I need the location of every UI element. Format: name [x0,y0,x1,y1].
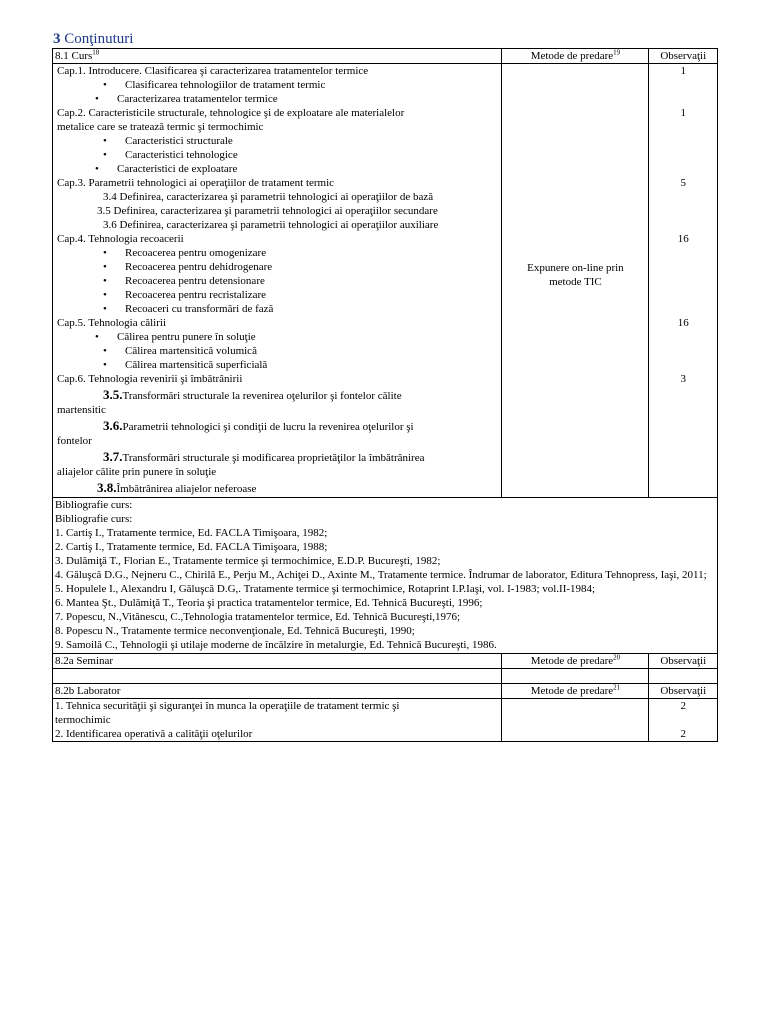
section-title: Conţinuturi [64,31,134,47]
seminar-header-row [53,654,718,669]
bullet-item [55,274,499,288]
curs-obs-cell [649,64,718,498]
subsection-number: 3.8. [97,480,117,495]
subsection-number: 3.5. [103,387,123,402]
bullet-item [55,288,499,302]
content-table [52,48,718,742]
subsection-line [55,190,499,204]
seminar-header: 8.2a Seminar [53,654,502,669]
bullet-text: Călirea martensitică volumică [125,345,257,357]
bullet-icon: • [95,163,99,175]
subsection-line [55,204,499,218]
bullet-item [55,162,499,176]
bullet-item [55,148,499,162]
bibliografie-row [53,498,718,654]
subsection-line [55,218,499,232]
bibliografie-cell [53,498,718,654]
bullet-text: Clasificarea tehnologiilor de tratament termic [125,79,326,91]
line-text: Cap.1. Introducere. Clasificarea şi caracterizarea tratamentelor termice [57,65,369,77]
bullet-icon: • [103,149,107,161]
subsection-number: 3.7. [103,449,123,464]
observatii-value: 1 [680,107,686,119]
curs-metode-header: Metode de predare$^{19}$ [502,49,649,64]
line-text: Cap.6. Tehnologia revenirii şi îmbătrânirii [57,373,243,385]
subsection-text-cont: aliajelor călite prin punere în soluţie [57,466,217,478]
laborator-content-row [53,699,718,742]
bibliografie-item: 5. Hopulele I., Alexandru I, Găluşcă D.G,. Tratamente termice şi termochimice, Rotaprint I.P.Iaşi, vol. I-1983; vol.II-1984; [55,583,596,595]
observatii-value: 16 [677,317,689,329]
bibliografie-item: 7. Popescu, N.,Vitănescu, C.,Tehnologia tratamentelor termice, Ed. Tehnică Bucureşti,1976; [55,611,461,623]
laborator-metode-header: Metode de predare$^{21}$ [502,684,649,699]
bullet-text: Recoacerea pentru dehidrogenare [125,261,273,273]
section-number: 3 [53,31,61,47]
bullet-text: Călirea pentru punere în soluţie [117,331,256,343]
bullet-text: Caracteristici structurale [125,135,233,147]
chapter-line [55,316,499,330]
bibliografie-item: 9. Samoilă C., Tehnologii şi utilaje moderne de încălzire în metalurgie, Ed. Tehnică Bucureşti, 1986. [55,639,497,651]
bibliografie-item: 3. Dulămiţă T., Florian E., Tratamente termice şi termochimice, E.D.P. Bucureşti, 1982; [55,555,441,567]
observatii-value: 3 [680,373,686,385]
laborator-header: 8.2b Laborator [53,684,502,699]
line-text: Cap.3. Parametrii tehnologici ai operaţiilor de tratament termic [57,177,335,189]
laborator-metode-cell [502,699,649,742]
laborator-item-1: 1. Tehnica securităţii şi siguranţei în munca la operaţiile de tratament termic şi [55,700,400,712]
chapter-line [55,176,499,190]
observatii-value: 5 [680,177,686,189]
bullet-icon: • [103,261,107,273]
subsection-text: Parametrii tehnologici şi condiţii de lucru la revenirea oţelurilor şi [122,421,414,433]
line-text: 3.4 Definirea, caracterizarea şi parametrii tehnologici ai operaţiilor de bază [103,191,434,203]
bullet-item [55,92,499,106]
bibliografie-title-2: Bibliografie curs: [55,513,133,525]
subsection-text-cont: martensitic [57,404,106,416]
seminar-obs-header: Observaţii [649,654,718,669]
line-text: Cap.5. Tehnologia călirii [57,317,167,329]
bullet-icon: • [103,345,107,357]
bibliografie-item: 8. Popescu N., Tratamente termice neconvenţionale, Ed. Tehnică Bucureşti, 1990; [55,625,415,637]
revenire-subsection [55,386,499,417]
laborator-header-row [53,684,718,699]
bibliografie-item: 4. Găluşcă D.G., Nejneru C., Chirilă E., Perju M., Achiţei D., Axinte M., Tratamente termice. Îndrumar de laborator, Editura Tehnopress, Iaşi, 2011; [55,569,707,581]
curs-metode-cell [502,64,649,498]
seminar-empty-row [53,669,718,684]
curs-header: 8.1 Curs$^{18}$ [53,49,502,64]
bullet-text: Călirea martensitică superficială [125,359,268,371]
bullet-item [55,134,499,148]
bullet-item [55,330,499,344]
observatii-value: 16 [677,233,689,245]
bullet-icon: • [103,247,107,259]
section-heading [53,31,133,48]
subsection-text: Transformări structurale la revenirea oţelurilor şi fontelor călite [122,390,402,402]
laborator-obs-2: 2 [680,728,686,740]
laborator-obs-header: Observaţii [649,684,718,699]
curs-content-row [53,64,718,498]
curs-content-cell [53,64,502,498]
bullet-item [55,78,499,92]
bullet-text: Caracterizarea tratamentelor termice [117,93,278,105]
bibliografie-item: 6. Mantea Şt., Dulămiţă T., Teoria şi practica tratamentelor termice, Ed. Tehnică Bucureşti, 1996; [55,597,483,609]
bibliografie-item: 2. Cartiş I., Tratamente termice, Ed. FACLA Timişoara, 1988; [55,541,328,553]
bullet-icon: • [95,331,99,343]
chapter-line [55,372,499,386]
laborator-obs-1: 2 [680,700,686,712]
observatii-value: 1 [680,65,686,77]
bullet-icon: • [103,289,107,301]
bullet-icon: • [103,303,107,315]
bullet-text: Caracteristici de exploatare [117,163,238,175]
bullet-item [55,358,499,372]
bibliografie-list [55,526,715,652]
chapter-line [55,120,499,134]
line-text: Cap.4. Tehnologia recoacerii [57,233,184,245]
bullet-item [55,260,499,274]
bullet-item [55,344,499,358]
curs-header-row [53,49,718,64]
laborator-obs-cell [649,699,718,742]
curs-content [53,64,501,497]
bullet-item [55,246,499,260]
line-text: metalice care se tratează termic şi termochimic [57,121,264,133]
line-text: 3.5 Definirea, caracterizarea şi parametrii tehnologici ai operaţiilor secundare [97,205,438,217]
chapter-line [55,106,499,120]
curs-metode-value: Expunere on-line prin metode TIC [527,262,624,288]
line-text: 3.6 Definirea, caracterizarea şi parametrii tehnologici ai operaţiilor auxiliare [103,219,439,231]
bullet-text: Recoacerea pentru detensionare [125,275,265,287]
subsection-text-cont: fontelor [57,435,92,447]
bullet-icon: • [103,79,107,91]
bullet-icon: • [95,93,99,105]
chapter-line [55,64,499,78]
seminar-metode-header: Metode de predare$^{20}$ [502,654,649,669]
chapter-line [55,232,499,246]
bullet-icon: • [103,275,107,287]
laborator-item-2: 2. Identificarea operativă a calităţii oţelurilor [55,728,253,740]
bullet-text: Recoaceri cu transformări de fază [125,303,274,315]
subsection-text: Îmbătrânirea aliajelor neferoase [116,483,257,495]
revenire-subsection [55,417,499,448]
bullet-icon: • [103,359,107,371]
line-text: Cap.2. Caracteristicile structurale, tehnologice şi de exploatare ale materialelor [57,107,405,119]
laborator-item-1-cont: termochimic [55,714,111,726]
bullet-icon: • [103,135,107,147]
revenire-subsection [55,448,499,479]
bullet-text: Caracteristici tehnologice [125,149,238,161]
revenire-subsection [55,479,499,496]
bullet-text: Recoacerea pentru omogenizare [125,247,267,259]
bibliografie-item: 1. Cartiş I., Tratamente termice, Ed. FACLA Timişoara, 1982; [55,527,328,539]
bullet-text: Recoacerea pentru recristalizare [125,289,267,301]
bullet-item [55,302,499,316]
laborator-content [53,699,502,742]
bibliografie-title: Bibliografie curs: [55,499,133,511]
subsection-number: 3.6. [103,418,123,433]
subsection-text: Transformări structurale şi modificarea proprietăţilor la îmbătrânirea [122,452,425,464]
curs-obs-header: Observaţii [649,49,718,64]
